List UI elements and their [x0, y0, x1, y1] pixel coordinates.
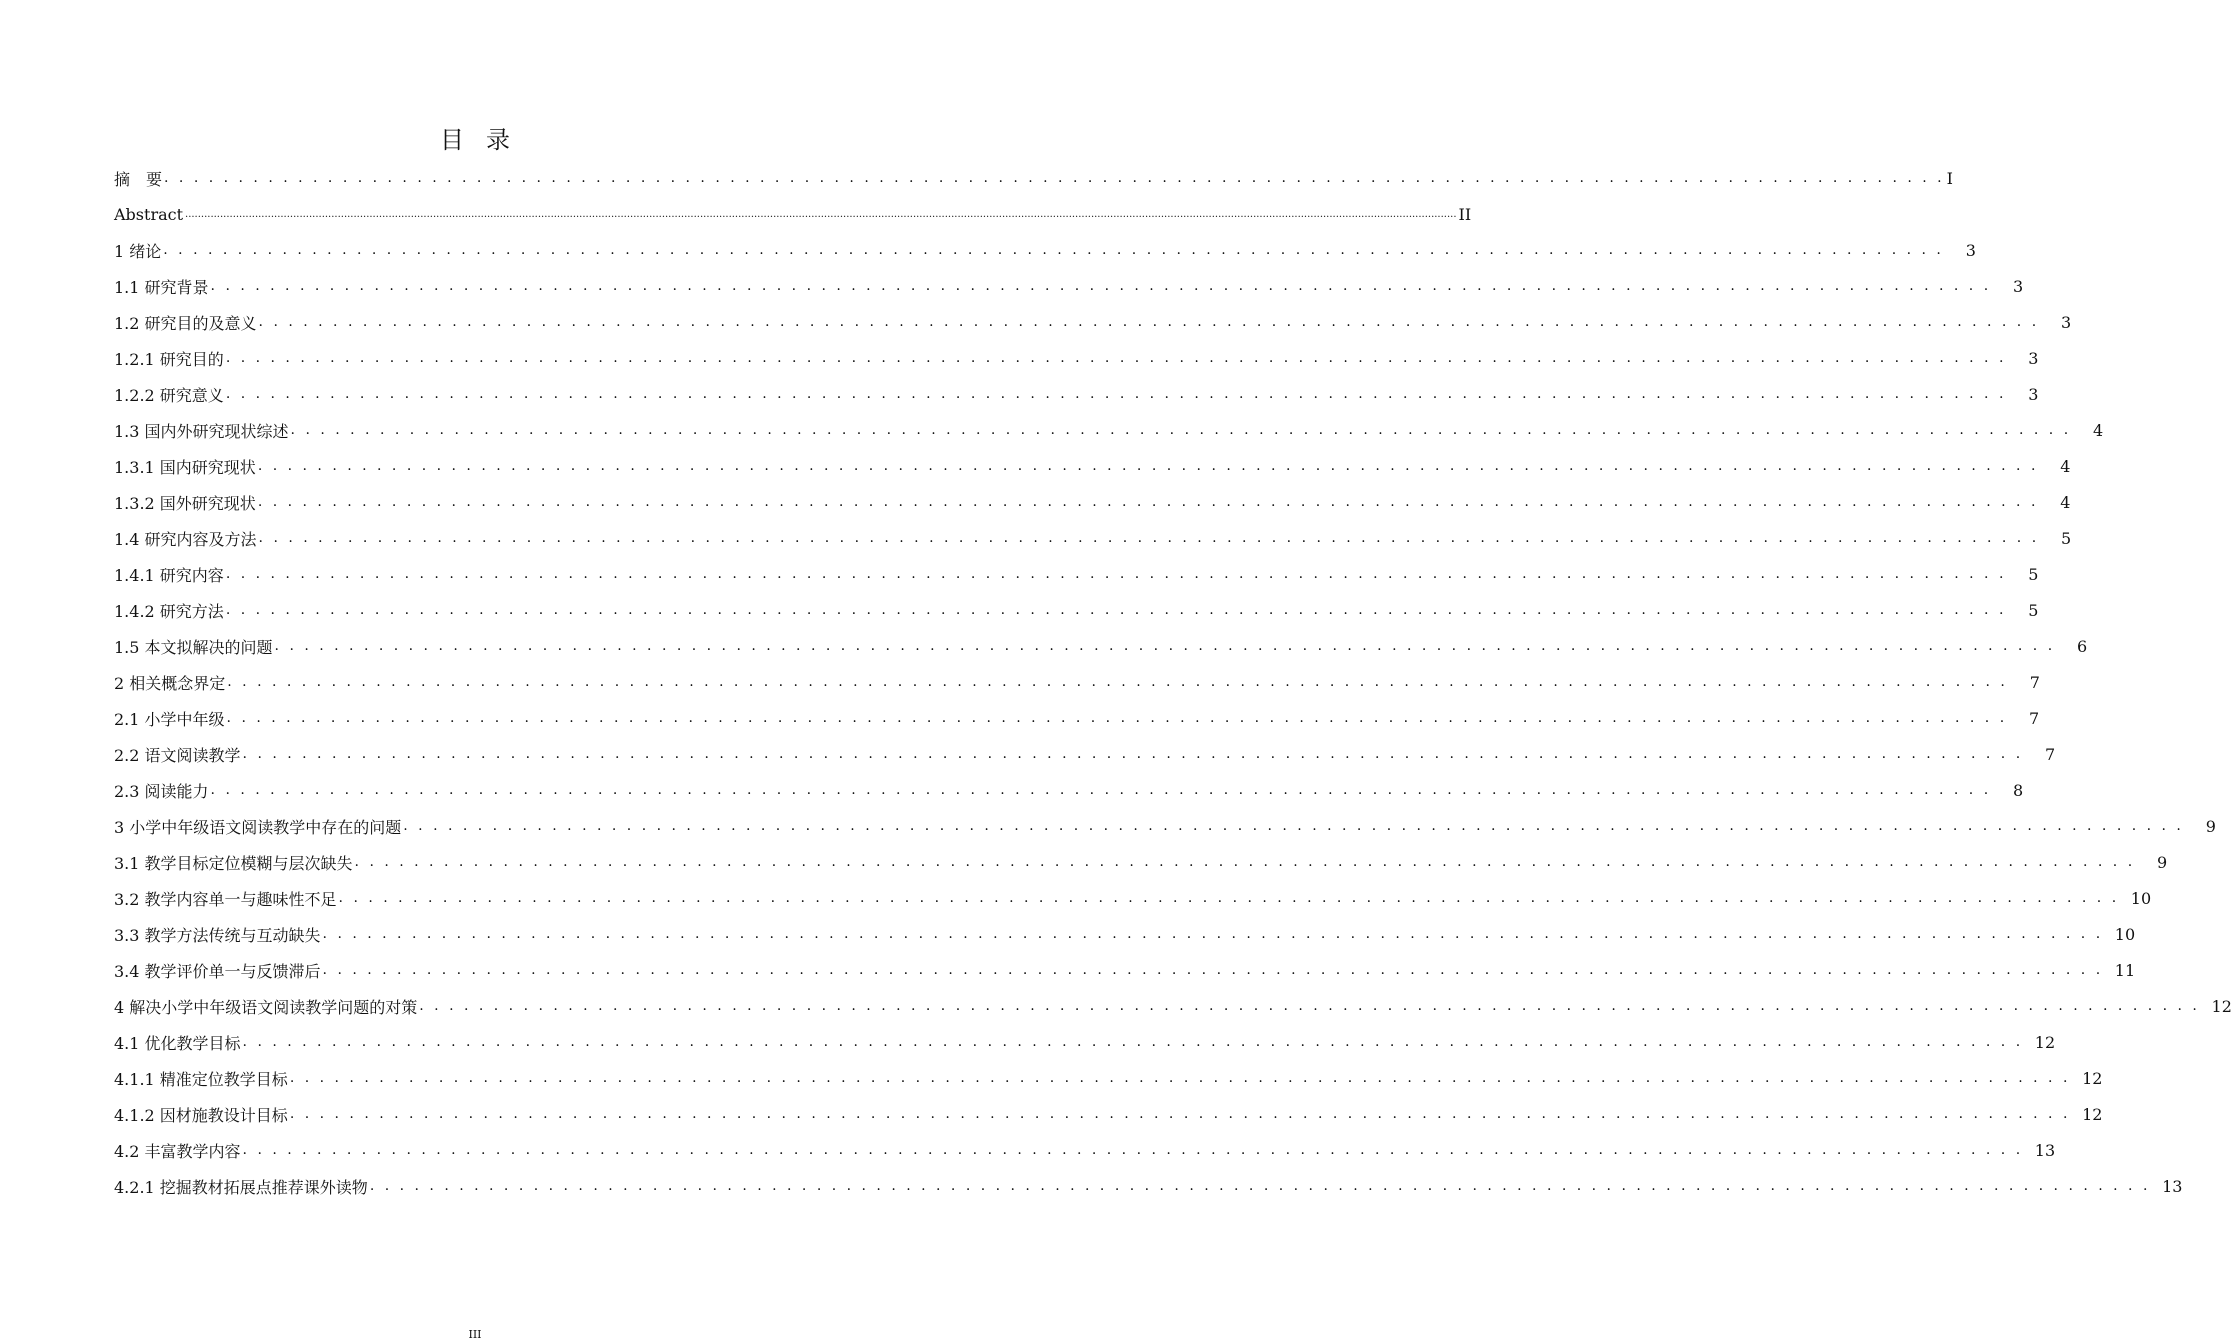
toc-entry-label: 1.3 国内外研究现状综述 [114, 419, 289, 442]
toc-leader-dots: . . . . . . . . . . . . . . . . . . . . . . . . . . . . . . . . . . . . . . . . . . . . . . . . . . . . . . . . . . . . . . . . . . . . . . . . . . . . . . . . . . . . . . . . . . . . . . . . . . . . . . . . . . . . . . . . . . . . . . . . [338, 890, 2120, 906]
toc-entry[interactable] [114, 844, 2168, 880]
toc-entry[interactable] [114, 1168, 2183, 1204]
toc-entry-page: 3 [1965, 240, 1976, 260]
toc-entry[interactable] [114, 268, 2024, 304]
toc-entry[interactable] [114, 376, 2039, 412]
toc-entry-page: 12 [2082, 1068, 2103, 1088]
toc-entry[interactable] [114, 1024, 2056, 1060]
toc-leader-dots: . . . . . . . . . . . . . . . . . . . . . . . . . . . . . . . . . . . . . . . . . . . . . . . . . . . . . . . . . . . . . . . . . . . . . . . . . . . . . . . . . . . . . . . . . . . . . . . . . . . . . . . . . . . . . . . . . . . . . . . . [227, 674, 2008, 690]
toc-entry[interactable] [114, 592, 2039, 628]
toc-entry-page: 6 [2076, 636, 2088, 656]
toc-entry-label: 2.3 阅读能力 [114, 779, 209, 802]
toc-entry-label: 1.4.2 研究方法 [114, 599, 224, 622]
toc-leader-dots: . . . . . . . . . . . . . . . . . . . . . . . . . . . . . . . . . . . . . . . . . . . . . . . . . . . . . . . . . . . . . . . . . . . . . . . . . . . . . . . . . . . . . . . . . . . . . . . . . . . . . . . . . . . . . . . . . . . . . . . . [403, 818, 2184, 834]
toc-leader-dots: . . . . . . . . . . . . . . . . . . . . . . . . . . . . . . . . . . . . . . . . . . . . . . . . . . . . . . . . . . . . . . . . . . . . . . . . . . . . . . . . . . . . . . . . . . . . . . . . . . . . . . . . . . . . . . . . . . . . . . . . [289, 1106, 2071, 1122]
toc-entry[interactable] [114, 628, 2088, 664]
toc-entry-label: 摘 要 [114, 167, 162, 190]
toc-entry-page: 12 [2034, 1032, 2056, 1052]
toc-leader-dots: . . . . . . . . . . . . . . . . . . . . . . . . . . . . . . . . . . . . . . . . . . . . . . . . . . . . . . . . . . . . . . . . . . . . . . . . . . . . . . . . . . . . . . . . . . . . . . . . . . . . . . . . . . . . . . . . . . . . . . . . [274, 638, 2056, 654]
toc-entry-label: 2 相关概念界定 [114, 671, 225, 694]
toc-entry-label: 3.1 教学目标定位模糊与层次缺失 [114, 851, 353, 874]
toc-entry[interactable] [114, 1096, 2103, 1132]
toc-entry-label: 4 解决小学中年级语文阅读教学问题的对策 [114, 995, 417, 1018]
toc-entry-label: 1.4 研究内容及方法 [114, 527, 257, 550]
toc-entry[interactable] [114, 664, 2040, 700]
toc-leader-dots: . . . . . . . . . . . . . . . . . . . . . . . . . . . . . . . . . . . . . . . . . . . . . . . . . . . . . . . . . . . . . . . . . . . . . . . . . . . . . . . . . . . . . . . . . . . . . . . . . . . . . . . . . . . . . . . . . . . . . . . . [369, 1178, 2151, 1194]
toc-entry[interactable] [114, 448, 2071, 484]
toc-title-part-1: 目 [440, 126, 464, 154]
toc-entry-label: 1.2 研究目的及意义 [114, 311, 257, 334]
toc-leader-dots: . . . . . . . . . . . . . . . . . . . . . . . . . . . . . . . . . . . . . . . . . . . . . . . . . . . . . . . . . . . . . . . . . . . . . . . . . . . . . . . . . . . . . . . . . . . . . . . . . . . . . . . . . . . . . . . . . . . . . . . . [225, 350, 2007, 366]
toc-entry-label: 1.3.2 国外研究现状 [114, 491, 256, 514]
toc-entry-page: 7 [2029, 672, 2040, 692]
toc-leader-dots: . . . . . . . . . . . . . . . . . . . . . . . . . . . . . . . . . . . . . . . . . . . . . . . . . . . . . . . . . . . . . . . . . . . . . . . . . . . . . . . . . . . . . . . . . . . . . . . . . . . . . . . . . . . . . . . . . . . . . . . . [242, 746, 2024, 762]
toc-entry-page: 12 [2211, 996, 2232, 1016]
toc-entry-label: 3 小学中年级语文阅读教学中存在的问题 [114, 815, 401, 838]
toc-leader-dots: . . . . . . . . . . . . . . . . . . . . . . . . . . . . . . . . . . . . . . . . . . . . . . . . . . . . . . . . . . . . . . . . . . . . . . . . . . . . . . . . . . . . . . . . . . . . . . . . . . . . . . . . . . . . . . . . . . . . . . . . [289, 1070, 2071, 1086]
toc-entry-page: 11 [2114, 960, 2136, 980]
toc-entry-page: 4 [2060, 456, 2071, 476]
toc-leader-dots: . . . . . . . . . . . . . . . . . . . . . . . . . . . . . . . . . . . . . . . . . . . . . . . . . . . . . . . . . . . . . . . . . . . . . . . . . . . . . . . . . . . . . . . . . . . . . . . . . . . . . . . . . . . . . . . . . . . . . . . . [242, 1142, 2024, 1158]
toc-leader-dots: . . . . . . . . . . . . . . . . . . . . . . . . . . . . . . . . . . . . . . . . . . . . . . . . . . . . . . . . . . . . . . . . . . . . . . . . . . . . . . . . . . . . . . . . . . . . . . . . . . . . . . . . . . . . . . . . . . . . . . . . [419, 998, 2200, 1014]
toc-entry-page: 10 [2114, 924, 2136, 944]
toc-entry-page: 3 [2028, 384, 2039, 404]
toc-entry[interactable] [114, 304, 2072, 340]
toc-entry-label: 3.3 教学方法传统与互动缺失 [114, 923, 321, 946]
toc-leader-dots: . . . . . . . . . . . . . . . . . . . . . . . . . . . . . . . . . . . . . . . . . . . . . . . . . . . . . . . . . . . . . . . . . . . . . . . . . . . . . . . . . . . . . . . . . . . . . . . . . . . . . . . . . . . . . . . . . . . . . . . . [226, 710, 2008, 726]
toc-entry-page: 13 [2162, 1176, 2183, 1196]
toc-entry-page: 5 [2028, 600, 2039, 620]
toc-entry-page: 9 [2156, 852, 2168, 872]
toc-entry-page: 3 [2012, 276, 2024, 296]
toc-entry[interactable] [114, 520, 2072, 556]
toc-entry-label: 4.1.2 因材施教设计目标 [114, 1103, 288, 1126]
toc-entry-label: 3.4 教学评价单一与反馈滞后 [114, 959, 321, 982]
toc-title-part-2: 录 [486, 126, 510, 154]
toc-entry-label: 1.3.1 国内研究现状 [114, 455, 256, 478]
toc-leader-dots: ................................................................................................................................................................................................................................................................................................................................................................................................................ [185, 208, 1457, 220]
toc-entry-label: Abstract [114, 204, 184, 224]
toc-leader-dots: . . . . . . . . . . . . . . . . . . . . . . . . . . . . . . . . . . . . . . . . . . . . . . . . . . . . . . . . . . . . . . . . . . . . . . . . . . . . . . . . . . . . . . . . . . . . . . . . . . . . . . . . . . . . . . . . . . . . . . . . [225, 386, 2007, 402]
toc-leader-dots: . . . . . . . . . . . . . . . . . . . . . . . . . . . . . . . . . . . . . . . . . . . . . . . . . . . . . . . . . . . . . . . . . . . . . . . . . . . . . . . . . . . . . . . . . . . . . . . . . . . . . . . . . . . . . . . . . . . . . . . . [163, 242, 1944, 258]
toc-leader-dots: . . . . . . . . . . . . . . . . . . . . . . . . . . . . . . . . . . . . . . . . . . . . . . . . . . . . . . . . . . . . . . . . . . . . . . . . . . . . . . . . . . . . . . . . . . . . . . . . . . . . . . . . . . . . . . . . . . . . . . . . [164, 170, 1945, 186]
toc-entry[interactable] [114, 160, 1953, 196]
toc-entry[interactable] [114, 700, 2040, 736]
toc-leader-dots: . . . . . . . . . . . . . . . . . . . . . . . . . . . . . . . . . . . . . . . . . . . . . . . . . . . . . . . . . . . . . . . . . . . . . . . . . . . . . . . . . . . . . . . . . . . . . . . . . . . . . . . . . . . . . . . . . . . . . . . . [258, 314, 2040, 330]
toc-entry-page: 5 [2028, 564, 2039, 584]
toc-entry-page: 7 [2044, 744, 2056, 764]
toc-entry-page: II [1458, 204, 1472, 224]
toc-entry-page: 12 [2082, 1104, 2103, 1124]
toc-entry[interactable] [114, 412, 2104, 448]
toc-entry[interactable] [114, 880, 2152, 916]
toc-entry-label: 1.4.1 研究内容 [114, 563, 224, 586]
table-of-contents [114, 160, 2232, 1204]
toc-entry[interactable] [114, 232, 1976, 268]
toc-leader-dots: . . . . . . . . . . . . . . . . . . . . . . . . . . . . . . . . . . . . . . . . . . . . . . . . . . . . . . . . . . . . . . . . . . . . . . . . . . . . . . . . . . . . . . . . . . . . . . . . . . . . . . . . . . . . . . . . . . . . . . . . [225, 602, 2007, 618]
toc-entry[interactable] [114, 1060, 2103, 1096]
toc-entry[interactable] [114, 988, 2232, 1024]
toc-entry[interactable] [114, 196, 1472, 232]
toc-leader-dots: . . . . . . . . . . . . . . . . . . . . . . . . . . . . . . . . . . . . . . . . . . . . . . . . . . . . . . . . . . . . . . . . . . . . . . . . . . . . . . . . . . . . . . . . . . . . . . . . . . . . . . . . . . . . . . . . . . . . . . . . [322, 962, 2104, 978]
toc-leader-dots: . . . . . . . . . . . . . . . . . . . . . . . . . . . . . . . . . . . . . . . . . . . . . . . . . . . . . . . . . . . . . . . . . . . . . . . . . . . . . . . . . . . . . . . . . . . . . . . . . . . . . . . . . . . . . . . . . . . . . . . . [290, 422, 2072, 438]
toc-entry-label: 1.5 本文拟解决的问题 [114, 635, 273, 658]
toc-entry-label: 1 绪论 [114, 239, 161, 262]
toc-entry[interactable] [114, 772, 2024, 808]
toc-leader-dots: . . . . . . . . . . . . . . . . . . . . . . . . . . . . . . . . . . . . . . . . . . . . . . . . . . . . . . . . . . . . . . . . . . . . . . . . . . . . . . . . . . . . . . . . . . . . . . . . . . . . . . . . . . . . . . . . . . . . . . . . [257, 458, 2039, 474]
toc-entry-label: 1.1 研究背景 [114, 275, 209, 298]
toc-entry-page: 3 [2060, 312, 2072, 332]
toc-leader-dots: . . . . . . . . . . . . . . . . . . . . . . . . . . . . . . . . . . . . . . . . . . . . . . . . . . . . . . . . . . . . . . . . . . . . . . . . . . . . . . . . . . . . . . . . . . . . . . . . . . . . . . . . . . . . . . . . . . . . . . . . [258, 530, 2040, 546]
toc-entry[interactable] [114, 952, 2136, 988]
toc-entry-label: 4.2 丰富教学内容 [114, 1139, 241, 1162]
toc-entry[interactable] [114, 1132, 2056, 1168]
toc-leader-dots: . . . . . . . . . . . . . . . . . . . . . . . . . . . . . . . . . . . . . . . . . . . . . . . . . . . . . . . . . . . . . . . . . . . . . . . . . . . . . . . . . . . . . . . . . . . . . . . . . . . . . . . . . . . . . . . . . . . . . . . . [354, 854, 2136, 870]
page-number-footer: III [468, 1328, 482, 1341]
toc-entry-page: 4 [2060, 492, 2071, 512]
toc-entry[interactable] [114, 556, 2039, 592]
toc-entry-page: 3 [2028, 348, 2039, 368]
toc-entry-page: 13 [2034, 1140, 2056, 1160]
toc-entry[interactable] [114, 484, 2071, 520]
toc-entry-label: 4.1.1 精准定位教学目标 [114, 1067, 288, 1090]
toc-leader-dots: . . . . . . . . . . . . . . . . . . . . . . . . . . . . . . . . . . . . . . . . . . . . . . . . . . . . . . . . . . . . . . . . . . . . . . . . . . . . . . . . . . . . . . . . . . . . . . . . . . . . . . . . . . . . . . . . . . . . . . . . [257, 494, 2039, 510]
toc-entry-label: 4.1 优化教学目标 [114, 1031, 241, 1054]
toc-entry-page: 8 [2012, 780, 2024, 800]
toc-leader-dots: . . . . . . . . . . . . . . . . . . . . . . . . . . . . . . . . . . . . . . . . . . . . . . . . . . . . . . . . . . . . . . . . . . . . . . . . . . . . . . . . . . . . . . . . . . . . . . . . . . . . . . . . . . . . . . . . . . . . . . . . [242, 1034, 2024, 1050]
toc-entry[interactable] [114, 736, 2056, 772]
toc-entry-page: I [1946, 168, 1953, 188]
toc-title [0, 120, 950, 155]
toc-entry-page: 4 [2092, 420, 2104, 440]
toc-leader-dots: . . . . . . . . . . . . . . . . . . . . . . . . . . . . . . . . . . . . . . . . . . . . . . . . . . . . . . . . . . . . . . . . . . . . . . . . . . . . . . . . . . . . . . . . . . . . . . . . . . . . . . . . . . . . . . . . . . . . . . . . [225, 566, 2007, 582]
toc-entry[interactable] [114, 916, 2136, 952]
toc-entry-page: 5 [2060, 528, 2072, 548]
toc-entry[interactable] [114, 808, 2216, 844]
toc-entry[interactable] [114, 340, 2039, 376]
toc-leader-dots: . . . . . . . . . . . . . . . . . . . . . . . . . . . . . . . . . . . . . . . . . . . . . . . . . . . . . . . . . . . . . . . . . . . . . . . . . . . . . . . . . . . . . . . . . . . . . . . . . . . . . . . . . . . . . . . . . . . . . . . . [210, 782, 1992, 798]
toc-leader-dots: . . . . . . . . . . . . . . . . . . . . . . . . . . . . . . . . . . . . . . . . . . . . . . . . . . . . . . . . . . . . . . . . . . . . . . . . . . . . . . . . . . . . . . . . . . . . . . . . . . . . . . . . . . . . . . . . . . . . . . . . [210, 278, 1992, 294]
toc-entry-label: 2.2 语文阅读教学 [114, 743, 241, 766]
toc-entry-label: 2.1 小学中年级 [114, 707, 225, 730]
toc-entry-label: 3.2 教学内容单一与趣味性不足 [114, 887, 337, 910]
toc-entry-page: 7 [2028, 708, 2040, 728]
toc-entry-label: 1.2.1 研究目的 [114, 347, 224, 370]
toc-entry-label: 4.2.1 挖掘教材拓展点推荐课外读物 [114, 1175, 368, 1198]
toc-entry-label: 1.2.2 研究意义 [114, 383, 224, 406]
toc-leader-dots: . . . . . . . . . . . . . . . . . . . . . . . . . . . . . . . . . . . . . . . . . . . . . . . . . . . . . . . . . . . . . . . . . . . . . . . . . . . . . . . . . . . . . . . . . . . . . . . . . . . . . . . . . . . . . . . . . . . . . . . . [322, 926, 2104, 942]
toc-entry-page: 9 [2205, 816, 2216, 836]
toc-entry-page: 10 [2130, 888, 2152, 908]
